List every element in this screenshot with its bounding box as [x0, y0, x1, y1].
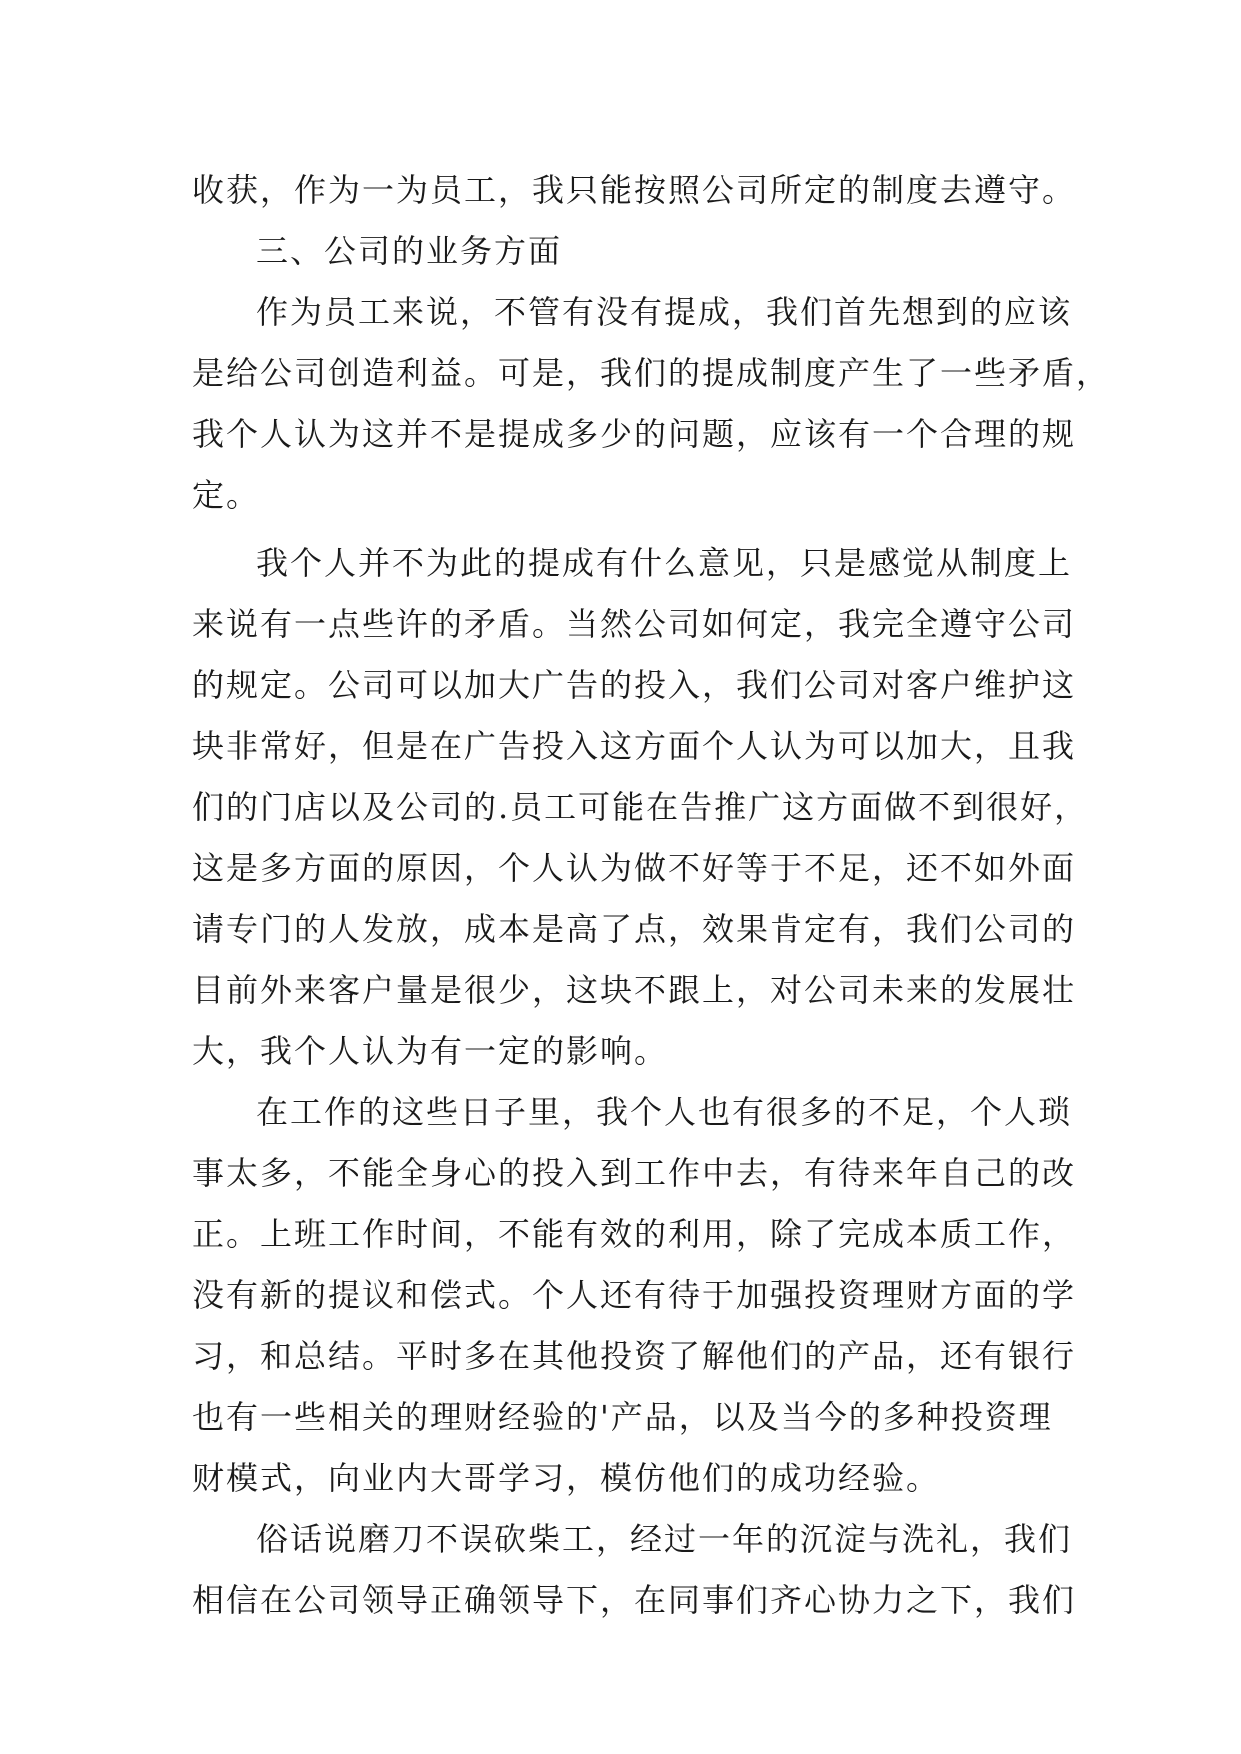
text-line: 我个人并不为此的提成有什么意见，只是感觉从制度上 [256, 544, 1073, 582]
text-line: 财模式，向业内大哥学习，模仿他们的成功经验。 [192, 1459, 941, 1497]
text-line: 也有一些相关的理财经验的'产品，以及当今的多种投资理 [192, 1398, 1053, 1436]
text-line: 收获，作为一为员工，我只能按照公司所定的制度去遵守。 [192, 171, 1077, 209]
text-line: 大，我个人认为有一定的影响。 [192, 1032, 669, 1070]
text-line: 块非常好，但是在广告投入这方面个人认为可以加大，且我 [192, 727, 1077, 765]
section-heading: 三、公司的业务方面 [256, 232, 563, 270]
text-line: 习，和总结。平时多在其他投资了解他们的产品，还有银行 [192, 1337, 1077, 1375]
text-line: 这是多方面的原因，个人认为做不好等于不足，还不如外面 [192, 849, 1077, 887]
text-line: 没有新的提议和偿式。个人还有待于加强投资理财方面的学 [192, 1276, 1077, 1314]
text-line: 我个人认为这并不是提成多少的问题，应该有一个合理的规 [192, 415, 1077, 453]
text-line: 俗话说磨刀不误砍柴工，经过一年的沉淀与洗礼，我们 [256, 1520, 1073, 1558]
text-line: 在工作的这些日子里，我个人也有很多的不足，个人琐 [256, 1093, 1073, 1131]
text-line: 们的门店以及公司的.员工可能在告推广这方面做不到很好， [192, 788, 1089, 826]
text-line: 目前外来客户量是很少，这块不跟上，对公司未来的发展壮 [192, 971, 1077, 1009]
text-line: 来说有一点些许的矛盾。当然公司如何定，我完全遵守公司 [192, 605, 1077, 643]
document-body [192, 160, 1111, 1631]
text-line: 定。 [192, 476, 261, 514]
text-line: 作为员工来说，不管有没有提成，我们首先想到的应该 [256, 293, 1073, 331]
text-line: 事太多，不能全身心的投入到工作中去，有待来年自己的改 [192, 1154, 1077, 1192]
text-line: 请专门的人发放，成本是高了点，效果肯定有，我们公司的 [192, 910, 1077, 948]
text-line: 正。上班工作时间，不能有效的利用，除了完成本质工作， [192, 1215, 1077, 1253]
text-line: 相信在公司领导正确领导下，在同事们齐心协力之下，我们 [192, 1581, 1077, 1619]
text-line: 是给公司创造利益。可是，我们的提成制度产生了一些矛盾， [192, 354, 1111, 392]
text-line: 的规定。公司可以加大广告的投入，我们公司对客户维护这 [192, 666, 1077, 704]
